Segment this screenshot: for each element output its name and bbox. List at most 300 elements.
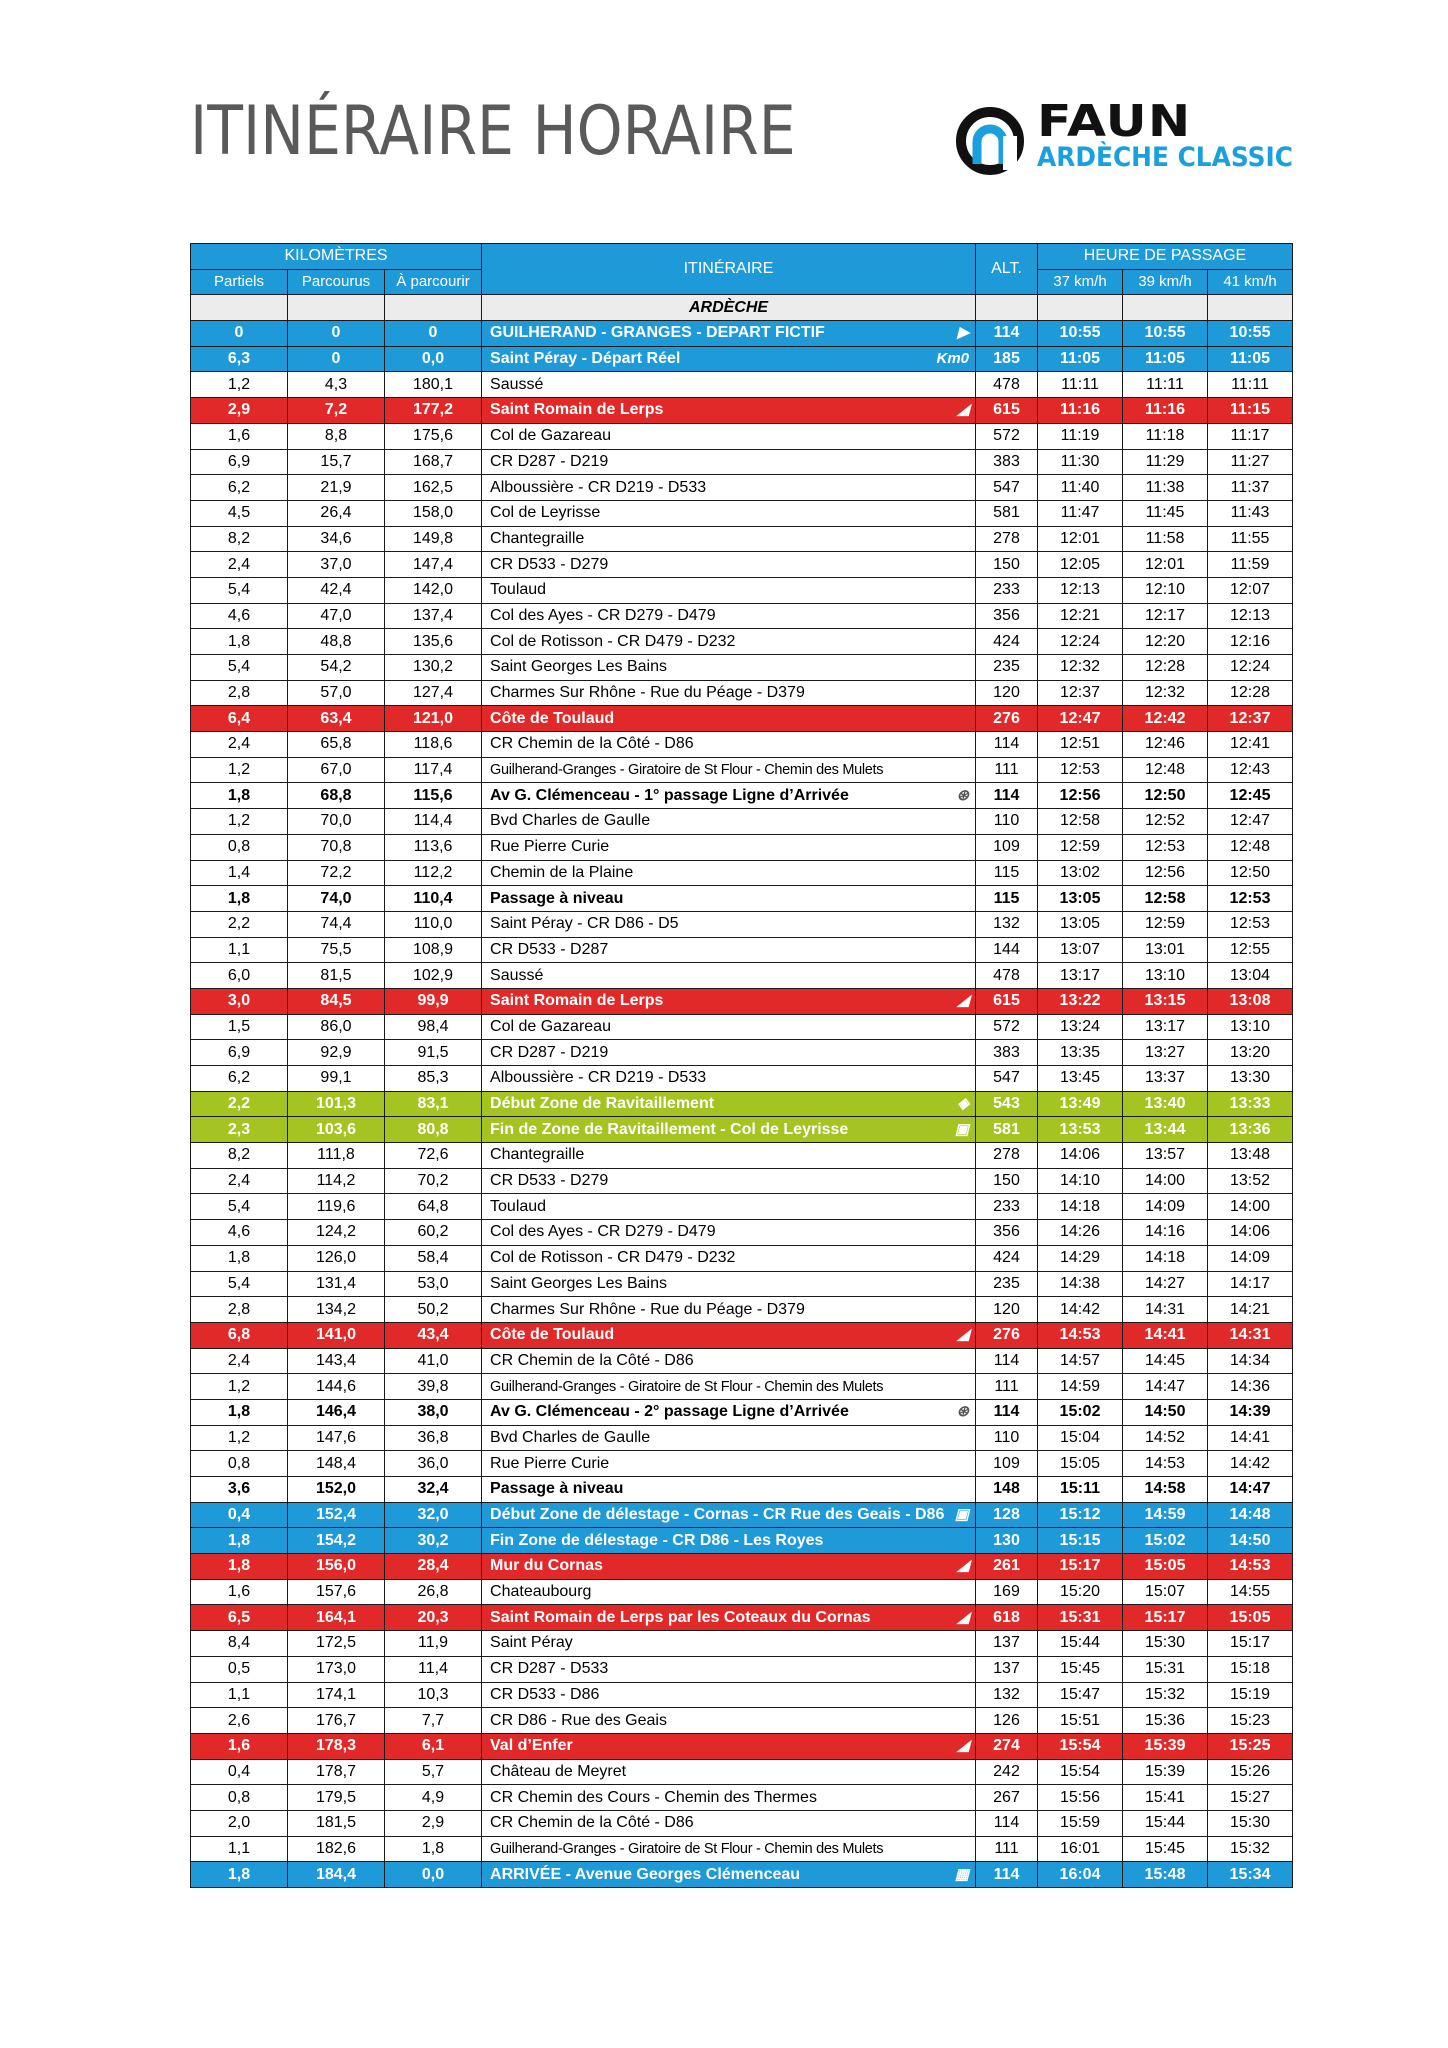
waypoint-name-cell xyxy=(482,1528,976,1554)
itinerary-row xyxy=(191,1785,1293,1811)
time-39-cell: 14:50 xyxy=(1123,1399,1208,1425)
km-group-header: KILOMÈTRES xyxy=(191,244,482,270)
time-39-cell: 15:39 xyxy=(1123,1733,1208,1759)
partiel-cell: 5,4 xyxy=(191,1271,288,1297)
partiel-cell: 2,8 xyxy=(191,680,288,706)
waypoint-name: Chantegraille xyxy=(490,529,585,547)
itinerary-row xyxy=(191,1554,1293,1580)
time-41-cell: 15:05 xyxy=(1208,1605,1293,1631)
waypoint-name: Chateaubourg xyxy=(490,1583,592,1601)
partiel-cell: 2,4 xyxy=(191,1168,288,1194)
altitude-cell: 132 xyxy=(976,1682,1038,1708)
waypoint-name: CR D533 - D279 xyxy=(490,555,609,573)
time-37-cell: 12:13 xyxy=(1038,577,1123,603)
a-parcourir-cell: 6,1 xyxy=(385,1733,482,1759)
parcourus-cell: 152,4 xyxy=(288,1502,385,1528)
time-41-cell: 14:21 xyxy=(1208,1297,1293,1323)
waypoint-name-cell xyxy=(482,1091,976,1117)
time-39-cell: 14:53 xyxy=(1123,1451,1208,1477)
time-39-cell: 14:45 xyxy=(1123,1348,1208,1374)
time-37-cell: 12:37 xyxy=(1038,680,1123,706)
partiel-cell: 6,5 xyxy=(191,1605,288,1631)
itinerary-row xyxy=(191,732,1293,758)
a-parcourir-cell: 10,3 xyxy=(385,1682,482,1708)
partiel-cell: 5,4 xyxy=(191,577,288,603)
waypoint-name: Col de Gazareau xyxy=(490,427,611,445)
a-parcourir-cell: 2,9 xyxy=(385,1810,482,1836)
time-41-cell: 11:59 xyxy=(1208,552,1293,578)
parcourus-cell: 147,6 xyxy=(288,1425,385,1451)
itinerary-row xyxy=(191,372,1293,398)
altitude-cell: 543 xyxy=(976,1091,1038,1117)
time-39-cell: 15:41 xyxy=(1123,1785,1208,1811)
altitude-cell: 169 xyxy=(976,1579,1038,1605)
partiel-cell: 1,5 xyxy=(191,1014,288,1040)
waypoint-name: Saint Romain de Lerps xyxy=(490,401,664,419)
partiel-cell: 6,8 xyxy=(191,1322,288,1348)
altitude-cell: 150 xyxy=(976,552,1038,578)
time-39-cell: 15:07 xyxy=(1123,1579,1208,1605)
partiel-cell: 3,6 xyxy=(191,1477,288,1503)
a-parcourir-cell: 130,2 xyxy=(385,655,482,681)
waypoint-name: Av G. Clémenceau - 2° passage Ligne d’Arrivée xyxy=(490,1403,849,1421)
time-37-cell: 12:58 xyxy=(1038,809,1123,835)
itinerary-row xyxy=(191,1040,1293,1066)
a-parcourir-cell: 36,0 xyxy=(385,1451,482,1477)
itinerary-body xyxy=(191,295,1293,1888)
waypoint-name: Av G. Clémenceau - 1° passage Ligne d’Arrivée xyxy=(490,786,849,804)
time-41-cell: 15:34 xyxy=(1208,1862,1293,1888)
waypoint-name: CR Chemin des Cours - Chemin des Thermes xyxy=(490,1788,817,1806)
time-41-cell: 14:48 xyxy=(1208,1502,1293,1528)
waypoint-name-cell xyxy=(482,1143,976,1169)
time-37-cell: 12:21 xyxy=(1038,603,1123,629)
time-41-cell: 11:27 xyxy=(1208,449,1293,475)
time-41-cell: 15:23 xyxy=(1208,1708,1293,1734)
time-37-cell: 16:04 xyxy=(1038,1862,1123,1888)
itinerary-row xyxy=(191,911,1293,937)
partiel-cell: 6,0 xyxy=(191,963,288,989)
altitude-cell: 276 xyxy=(976,1322,1038,1348)
parcourus-cell: 0 xyxy=(288,346,385,372)
time-37-cell: 13:49 xyxy=(1038,1091,1123,1117)
time-39-cell: 14:58 xyxy=(1123,1477,1208,1503)
partiel-cell: 4,6 xyxy=(191,1220,288,1246)
parcourus-cell: 134,2 xyxy=(288,1297,385,1323)
partiel-cell: 1,2 xyxy=(191,809,288,835)
partiel-cell: 1,8 xyxy=(191,886,288,912)
altitude-cell: 126 xyxy=(976,1708,1038,1734)
waypoint-name: Saint Péray xyxy=(490,1634,573,1652)
a-parcourir-cell: 38,0 xyxy=(385,1399,482,1425)
start-flag-icon: ▶ xyxy=(957,324,970,342)
time-39-cell: 14:47 xyxy=(1123,1374,1208,1400)
waypoint-name-cell xyxy=(482,911,976,937)
waypoint-name: Alboussière - CR D219 - D533 xyxy=(490,478,707,496)
a-parcourir-cell: 149,8 xyxy=(385,526,482,552)
altitude-cell: 267 xyxy=(976,1785,1038,1811)
itinerary-row xyxy=(191,1579,1293,1605)
parcourus-cell: 143,4 xyxy=(288,1348,385,1374)
waypoint-name: Col des Ayes - CR D279 - D479 xyxy=(490,1223,716,1241)
climb-icon: ◢ xyxy=(957,992,970,1010)
a-parcourir-cell: 1,8 xyxy=(385,1836,482,1862)
altitude-cell: 581 xyxy=(976,500,1038,526)
waypoint-name-cell xyxy=(482,963,976,989)
time-39-cell: 15:45 xyxy=(1123,1836,1208,1862)
a-parcourir-cell: 20,3 xyxy=(385,1605,482,1631)
a-parcourir-cell: 26,8 xyxy=(385,1579,482,1605)
parcourus-cell: 81,5 xyxy=(288,963,385,989)
waypoint-name-cell xyxy=(482,346,976,372)
climb-icon: ◢ xyxy=(957,1608,970,1626)
waypoint-name-cell xyxy=(482,1682,976,1708)
parcourus-cell: 179,5 xyxy=(288,1785,385,1811)
time-37-cell: 15:54 xyxy=(1038,1759,1123,1785)
a-parcourir-cell: 43,4 xyxy=(385,1322,482,1348)
waypoint-name: CR D533 - D279 xyxy=(490,1172,609,1190)
time-37-cell: 15:31 xyxy=(1038,1605,1123,1631)
waypoint-name: CR D287 - D219 xyxy=(490,452,609,470)
a-parcourir-cell: 113,6 xyxy=(385,834,482,860)
waypoint-name: Guilherand-Granges - Giratoire de St Flour - Chemin des Mulets xyxy=(490,1378,884,1395)
time-41-cell: 13:52 xyxy=(1208,1168,1293,1194)
time-39-cell: 12:10 xyxy=(1123,577,1208,603)
finish-line-icon: ⊛ xyxy=(956,1403,970,1421)
alt-header: ALT. xyxy=(976,244,1038,295)
parcourus-cell: 172,5 xyxy=(288,1631,385,1657)
time-39-cell: 12:01 xyxy=(1123,552,1208,578)
itinerary-row xyxy=(191,783,1293,809)
partiel-cell: 6,3 xyxy=(191,346,288,372)
parcourus-cell: 47,0 xyxy=(288,603,385,629)
time-37-cell: 15:47 xyxy=(1038,1682,1123,1708)
a-parcourir-header: À parcourir xyxy=(385,269,482,295)
waypoint-name: CR D287 - D219 xyxy=(490,1043,609,1061)
waypoint-name: Charmes Sur Rhône - Rue du Péage - D379 xyxy=(490,684,805,702)
altitude-cell: 137 xyxy=(976,1631,1038,1657)
a-parcourir-cell: 50,2 xyxy=(385,1297,482,1323)
time-37-cell: 15:11 xyxy=(1038,1477,1123,1503)
time-41-cell: 11:15 xyxy=(1208,398,1293,424)
time-37-cell: 14:53 xyxy=(1038,1322,1123,1348)
time-41-cell: 12:53 xyxy=(1208,886,1293,912)
waypoint-name: Saint Péray - Départ Réel xyxy=(490,350,681,368)
partiel-cell: 1,8 xyxy=(191,1245,288,1271)
waypoint-name: CR D86 - Rue des Geais xyxy=(490,1711,667,1729)
waypoint-name: GUILHERAND - GRANGES - DEPART FICTIF xyxy=(490,324,825,342)
parcourus-cell: 101,3 xyxy=(288,1091,385,1117)
itinerary-row xyxy=(191,1168,1293,1194)
time-41-cell: 12:55 xyxy=(1208,937,1293,963)
time-41-cell: 14:39 xyxy=(1208,1399,1293,1425)
time-37-cell: 15:54 xyxy=(1038,1733,1123,1759)
parcourus-cell: 148,4 xyxy=(288,1451,385,1477)
time-37-cell: 15:02 xyxy=(1038,1399,1123,1425)
itinerary-row xyxy=(191,860,1293,886)
time-37-cell: 11:16 xyxy=(1038,398,1123,424)
time-41-cell: 14:17 xyxy=(1208,1271,1293,1297)
a-parcourir-cell: 175,6 xyxy=(385,423,482,449)
partiel-cell: 0,8 xyxy=(191,1451,288,1477)
a-parcourir-cell: 0,0 xyxy=(385,346,482,372)
partiel-cell: 2,4 xyxy=(191,732,288,758)
time-41-cell: 11:55 xyxy=(1208,526,1293,552)
altitude-cell: 615 xyxy=(976,398,1038,424)
itinerary-row xyxy=(191,1451,1293,1477)
time-37-cell: 11:30 xyxy=(1038,449,1123,475)
partiel-cell: 1,8 xyxy=(191,783,288,809)
itinerary-row xyxy=(191,449,1293,475)
itinerary-table xyxy=(190,243,1293,1888)
time-41-cell: 12:28 xyxy=(1208,680,1293,706)
parcourus-cell: 70,8 xyxy=(288,834,385,860)
time-41-cell: 14:09 xyxy=(1208,1245,1293,1271)
time-41-cell: 12:41 xyxy=(1208,732,1293,758)
a-parcourir-cell: 72,6 xyxy=(385,1143,482,1169)
altitude-cell: 278 xyxy=(976,526,1038,552)
time-41-cell: 14:50 xyxy=(1208,1528,1293,1554)
waste-bin-icon: ▣ xyxy=(954,1120,970,1138)
partiel-cell: 4,5 xyxy=(191,500,288,526)
a-parcourir-cell: 58,4 xyxy=(385,1245,482,1271)
parcourus-cell: 144,6 xyxy=(288,1374,385,1400)
time-41-cell: 14:41 xyxy=(1208,1425,1293,1451)
time-41-cell: 12:13 xyxy=(1208,603,1293,629)
time-41-cell: 12:45 xyxy=(1208,783,1293,809)
time-39-cell: 12:53 xyxy=(1123,834,1208,860)
a-parcourir-cell: 110,0 xyxy=(385,911,482,937)
itinerary-row xyxy=(191,1502,1293,1528)
time-41-cell: 14:00 xyxy=(1208,1194,1293,1220)
parcourus-cell: 15,7 xyxy=(288,449,385,475)
partiel-cell: 1,2 xyxy=(191,1425,288,1451)
a-parcourir-cell: 11,9 xyxy=(385,1631,482,1657)
itinerary-row xyxy=(191,1631,1293,1657)
time-39-cell: 12:42 xyxy=(1123,706,1208,732)
waypoint-name: Col de Leyrisse xyxy=(490,504,601,522)
section-label: ARDÈCHE xyxy=(482,295,976,321)
time-37-cell: 13:07 xyxy=(1038,937,1123,963)
altitude-cell: 356 xyxy=(976,1220,1038,1246)
time-39-cell: 12:17 xyxy=(1123,603,1208,629)
finish-line-icon: ⊛ xyxy=(956,786,970,804)
waypoint-name-cell xyxy=(482,1759,976,1785)
time-37-cell: 13:35 xyxy=(1038,1040,1123,1066)
itinerary-row xyxy=(191,603,1293,629)
altitude-cell: 109 xyxy=(976,1451,1038,1477)
parcourus-cell: 65,8 xyxy=(288,732,385,758)
itinerary-row xyxy=(191,1477,1293,1503)
altitude-cell: 130 xyxy=(976,1528,1038,1554)
parcourus-cell: 70,0 xyxy=(288,809,385,835)
partiel-cell: 6,2 xyxy=(191,475,288,501)
itinerary-row xyxy=(191,834,1293,860)
waypoint-name-cell xyxy=(482,321,976,347)
waypoint-name: Saint Romain de Lerps par les Coteaux du Cornas xyxy=(490,1608,871,1626)
waypoint-name-cell xyxy=(482,1785,976,1811)
parcourus-cell: 182,6 xyxy=(288,1836,385,1862)
altitude-cell: 615 xyxy=(976,988,1038,1014)
time-37-cell: 13:24 xyxy=(1038,1014,1123,1040)
partiel-cell: 1,1 xyxy=(191,1836,288,1862)
altitude-cell: 547 xyxy=(976,475,1038,501)
waypoint-name-cell xyxy=(482,1477,976,1503)
time-39-cell: 13:15 xyxy=(1123,988,1208,1014)
time-37-cell: 12:59 xyxy=(1038,834,1123,860)
a-parcourir-cell: 127,4 xyxy=(385,680,482,706)
itinerary-row xyxy=(191,963,1293,989)
waypoint-name: Mur du Cornas xyxy=(490,1557,603,1575)
waypoint-name-cell xyxy=(482,500,976,526)
time-37-cell: 16:01 xyxy=(1038,1836,1123,1862)
waypoint-name-cell xyxy=(482,809,976,835)
waypoint-name: ARRIVÉE - Avenue Georges Clémenceau xyxy=(490,1865,801,1883)
partiel-cell: 6,2 xyxy=(191,1066,288,1092)
feed-zone-icon: ◈ xyxy=(957,1095,970,1113)
time-39-cell: 14:31 xyxy=(1123,1297,1208,1323)
parcourus-cell: 146,4 xyxy=(288,1399,385,1425)
time-37-cell: 13:17 xyxy=(1038,963,1123,989)
waypoint-name-cell xyxy=(482,1348,976,1374)
altitude-cell: 111 xyxy=(976,757,1038,783)
waypoint-name-cell xyxy=(482,1040,976,1066)
waypoint-name: Saussé xyxy=(490,966,544,984)
waypoint-name-cell xyxy=(482,1271,976,1297)
itineraire-header: ITINÉRAIRE xyxy=(482,244,976,295)
time-39-cell: 12:50 xyxy=(1123,783,1208,809)
time-39-cell: 14:18 xyxy=(1123,1245,1208,1271)
waypoint-name: Col de Rotisson - CR D479 - D232 xyxy=(490,1249,736,1267)
itinerary-row xyxy=(191,988,1293,1014)
itinerary-row xyxy=(191,398,1293,424)
waypoint-name: CR D533 - D287 xyxy=(490,940,609,958)
waypoint-name: Rue Pierre Curie xyxy=(490,1454,610,1472)
time-39-cell: 14:52 xyxy=(1123,1425,1208,1451)
time-39-cell: 15:30 xyxy=(1123,1631,1208,1657)
time-39-cell: 11:29 xyxy=(1123,449,1208,475)
time-41-cell: 10:55 xyxy=(1208,321,1293,347)
partiel-cell: 5,4 xyxy=(191,1194,288,1220)
a-parcourir-cell: 108,9 xyxy=(385,937,482,963)
itinerary-row xyxy=(191,1682,1293,1708)
itinerary-row xyxy=(191,1528,1293,1554)
a-parcourir-cell: 115,6 xyxy=(385,783,482,809)
time-41-cell: 15:32 xyxy=(1208,1836,1293,1862)
altitude-cell: 120 xyxy=(976,680,1038,706)
parcourus-cell: 0 xyxy=(288,321,385,347)
altitude-cell: 110 xyxy=(976,1425,1038,1451)
waypoint-name: CR Chemin de la Côté - D86 xyxy=(490,735,694,753)
parcourus-cell: 42,4 xyxy=(288,577,385,603)
time-39-cell: 11:05 xyxy=(1123,346,1208,372)
itinerary-row xyxy=(191,1708,1293,1734)
parcourus-cell: 173,0 xyxy=(288,1656,385,1682)
partiel-cell: 0,8 xyxy=(191,834,288,860)
time-37-cell: 13:05 xyxy=(1038,911,1123,937)
altitude-cell: 148 xyxy=(976,1477,1038,1503)
waypoint-name: Toulaud xyxy=(490,1197,547,1215)
time-39-cell: 11:18 xyxy=(1123,423,1208,449)
itinerary-row xyxy=(191,1271,1293,1297)
itinerary-row xyxy=(191,1014,1293,1040)
waypoint-name-cell xyxy=(482,1836,976,1862)
partiel-cell: 5,4 xyxy=(191,655,288,681)
waypoint-name: Saint Péray - CR D86 - D5 xyxy=(490,915,679,933)
a-parcourir-cell: 98,4 xyxy=(385,1014,482,1040)
itinerary-row xyxy=(191,1862,1293,1888)
partiel-cell: 2,6 xyxy=(191,1708,288,1734)
altitude-cell: 276 xyxy=(976,706,1038,732)
waypoint-name-cell xyxy=(482,1297,976,1323)
waypoint-name: Passage à niveau xyxy=(490,1480,624,1498)
time-41-cell: 15:18 xyxy=(1208,1656,1293,1682)
waypoint-name-cell xyxy=(482,577,976,603)
a-parcourir-cell: 147,4 xyxy=(385,552,482,578)
time-41-cell: 12:48 xyxy=(1208,834,1293,860)
waypoint-name-cell xyxy=(482,1579,976,1605)
waypoint-name: CR Chemin de la Côté - D86 xyxy=(490,1814,694,1832)
time-39-cell: 12:59 xyxy=(1123,911,1208,937)
time-39-cell: 10:55 xyxy=(1123,321,1208,347)
itinerary-row xyxy=(191,655,1293,681)
header-row-1 xyxy=(191,244,1293,270)
itinerary-row xyxy=(191,1091,1293,1117)
time-39-cell: 13:17 xyxy=(1123,1014,1208,1040)
itinerary-row xyxy=(191,346,1293,372)
a-parcourir-cell: 114,4 xyxy=(385,809,482,835)
partiel-cell: 2,4 xyxy=(191,1348,288,1374)
partiel-cell: 1,6 xyxy=(191,1579,288,1605)
itinerary-row xyxy=(191,629,1293,655)
itinerary-row xyxy=(191,1836,1293,1862)
waypoint-name: Côte de Toulaud xyxy=(490,1326,615,1344)
waypoint-name: Val d’Enfer xyxy=(490,1737,573,1755)
parcourus-cell: 54,2 xyxy=(288,655,385,681)
time-37-cell: 15:56 xyxy=(1038,1785,1123,1811)
time-37-cell: 12:01 xyxy=(1038,526,1123,552)
time-39-cell: 12:48 xyxy=(1123,757,1208,783)
time-39-cell: 15:44 xyxy=(1123,1810,1208,1836)
parcourus-cell: 184,4 xyxy=(288,1862,385,1888)
parcourus-cell: 63,4 xyxy=(288,706,385,732)
itinerary-row xyxy=(191,1399,1293,1425)
parcourus-cell: 26,4 xyxy=(288,500,385,526)
parcourus-cell: 86,0 xyxy=(288,1014,385,1040)
parcourus-cell: 124,2 xyxy=(288,1220,385,1246)
itinerary-row xyxy=(191,321,1293,347)
partiel-cell: 4,6 xyxy=(191,603,288,629)
a-parcourir-cell: 158,0 xyxy=(385,500,482,526)
partiel-cell: 1,8 xyxy=(191,1399,288,1425)
parcourus-cell: 114,2 xyxy=(288,1168,385,1194)
partiel-cell: 1,8 xyxy=(191,629,288,655)
time-37-cell: 11:05 xyxy=(1038,346,1123,372)
time-37-cell: 14:18 xyxy=(1038,1194,1123,1220)
waypoint-name-cell xyxy=(482,1220,976,1246)
partiel-cell: 1,1 xyxy=(191,1682,288,1708)
time-37-cell: 12:53 xyxy=(1038,757,1123,783)
time-41-cell: 13:20 xyxy=(1208,1040,1293,1066)
waypoint-name-cell xyxy=(482,1425,976,1451)
waypoint-name: Bvd Charles de Gaulle xyxy=(490,1428,651,1446)
time-39-cell: 11:16 xyxy=(1123,398,1208,424)
waste-bin-icon: ▣ xyxy=(954,1506,970,1524)
parcourus-cell: 111,8 xyxy=(288,1143,385,1169)
waypoint-name-cell xyxy=(482,1168,976,1194)
waypoint-name: Col de Gazareau xyxy=(490,1017,611,1035)
time-41-cell: 12:50 xyxy=(1208,860,1293,886)
